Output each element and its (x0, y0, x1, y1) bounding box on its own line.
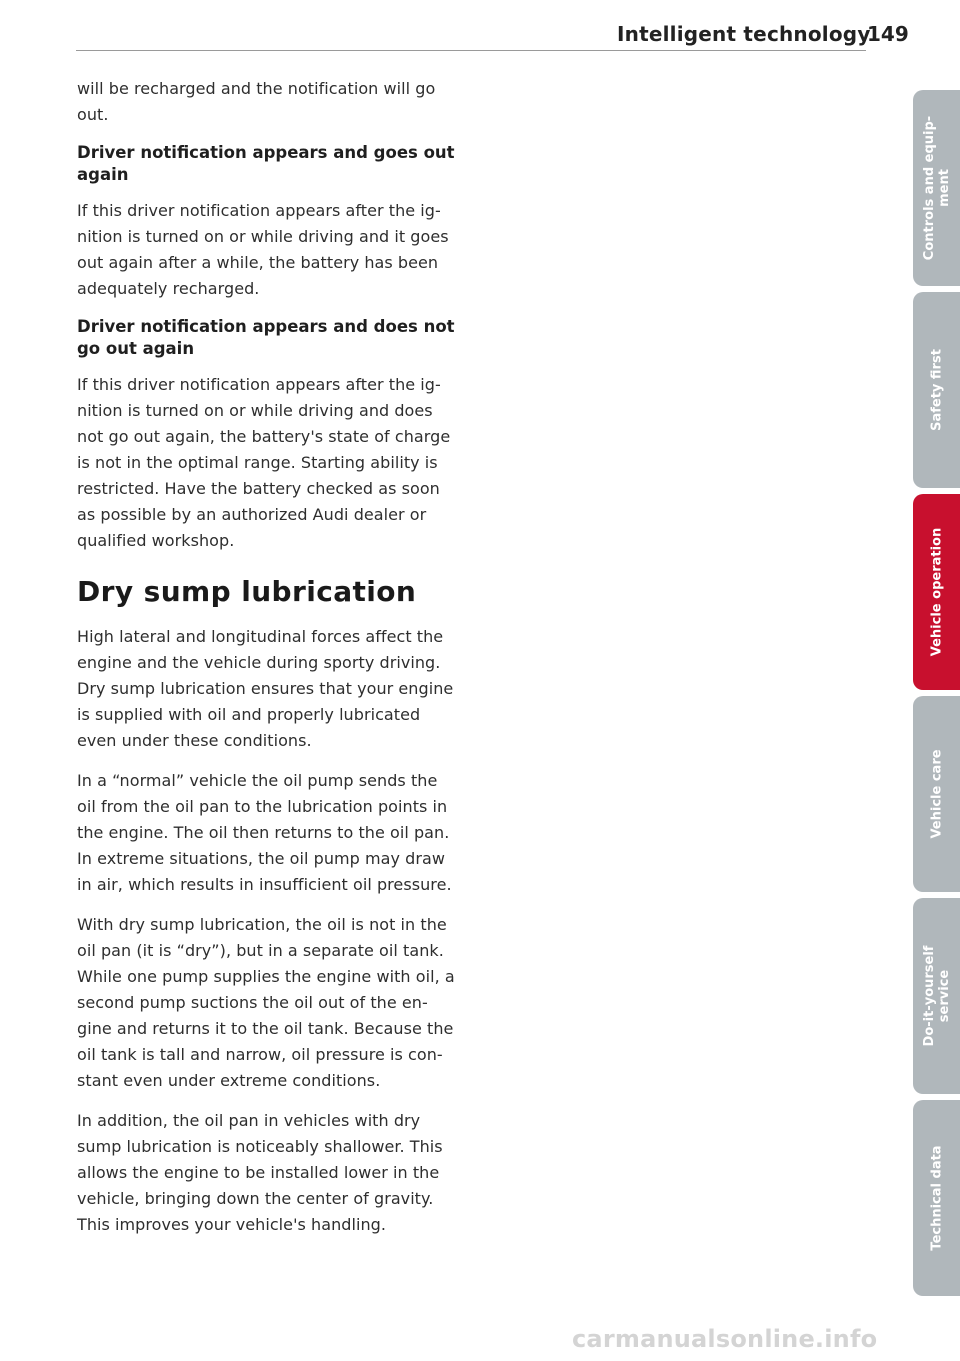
paragraph-3: With dry sump lubrication, the oil is not in the oil pan (it is “dry”), but in a separate oil tank. While one pump supplies the engine with oil, a second pump suctions the oil out of the en-gine and returns it to the oil tank. Because the oil tank is tall and narrow, oil pressure is con-stant even under extreme conditions. (77, 915, 455, 1090)
tab-label-line-1: Controls and equip- (921, 115, 937, 261)
tab-label (922, 116, 952, 260)
tab-label: Technical data (929, 1145, 944, 1251)
section-title: Dry sump lubrication (77, 575, 417, 608)
header-divider (76, 50, 866, 51)
subheading-not-out: Driver notification appears and does not go out again (77, 317, 455, 358)
tab-safety-first[interactable] (913, 292, 960, 488)
watermark-text: carmanualsonline.info (572, 1325, 878, 1353)
tab-vehicle-operation[interactable] (913, 494, 960, 690)
tab-label: Vehicle care (929, 749, 944, 839)
subheading-goes-out: Driver notification appears and goes out again (77, 143, 455, 184)
page-number: 149 (867, 22, 909, 46)
tab-technical-data[interactable] (913, 1100, 960, 1296)
paragraph-2: In a “normal” vehicle the oil pump sends the oil from the oil pan to the lubrication points in the engine. The oil then returns to the oil pan. In extreme situations, the oil pump may draw in air, which results in insufficient oil pressure. (77, 771, 452, 894)
paragraph-goes-out: If this driver notification appears after the ig-nition is turned on or while driving and it goes out again after a while, the battery has been adequately recharged. (77, 201, 449, 298)
running-header-title: Intelligent technology (617, 22, 871, 46)
paragraph-not-out: If this driver notification appears after the ig-nition is turned on or while driving and does not go out again, the battery's state of charge is not in the optimal range. Starting ability is restricted. Have the battery checked as soon as possible by an authorized Audi dealer or qualified workshop. (77, 375, 451, 550)
tab-vehicle-care[interactable] (913, 696, 960, 892)
tab-label (922, 946, 952, 1047)
paragraph-1: High lateral and longitudinal forces affect the engine and the vehicle during sporty driving. Dry sump lubrication ensures that your engine is supplied with oil and properly lubricated even under these conditions. (77, 627, 454, 750)
intro-paragraph: will be recharged and the notification will go out. (77, 79, 436, 124)
tab-label-line-1: Do-it-yourself (921, 945, 937, 1047)
tab-do-it-yourself-service[interactable] (913, 898, 960, 1094)
tab-label: Safety first (929, 349, 944, 431)
paragraph-4: In addition, the oil pan in vehicles with dry sump lubrication is noticeably shallower. This allows the engine to be installed lower in the vehicle, bringing down the center of gravity. This improves your vehicle's handling. (77, 1111, 443, 1234)
tab-label-line-2: ment (936, 169, 952, 207)
tab-label: Vehicle operation (929, 527, 944, 657)
tab-controls-and-equipment[interactable] (913, 90, 960, 286)
main-text-column (77, 76, 457, 1252)
tab-label-line-2: service (936, 969, 952, 1023)
